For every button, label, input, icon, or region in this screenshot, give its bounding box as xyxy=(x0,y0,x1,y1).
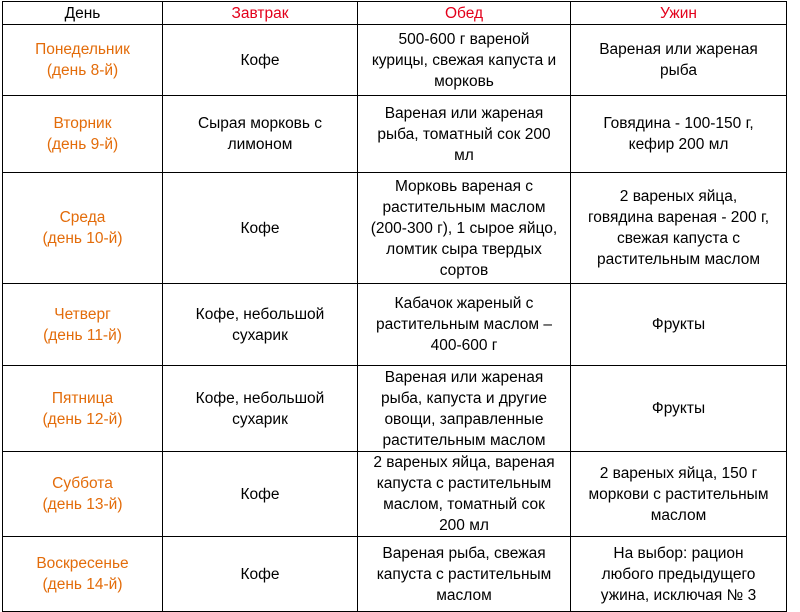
dinner-cell xyxy=(571,25,787,96)
day-text-line: Среда xyxy=(59,209,106,226)
breakfast-text-line: Кофе xyxy=(240,219,280,237)
lunch-text-line: 2 вареных яйца, вареная xyxy=(373,454,555,471)
dinner-text-line: Фрукты xyxy=(651,400,706,417)
lunch-text-line: 500-600 г вареной xyxy=(398,30,530,48)
breakfast-cell xyxy=(163,537,358,612)
day-text-line: (день 11-й) xyxy=(43,326,122,344)
lunch-text-line: 400-600 г xyxy=(430,337,498,354)
header-lunch: Обед xyxy=(358,2,571,25)
lunch-text-line: ломтик сыра твердых xyxy=(386,240,542,258)
lunch-text-line: капуста с растительным xyxy=(376,565,552,583)
lunch-text-line: морковь xyxy=(434,72,494,90)
day-cell xyxy=(3,25,163,96)
table-row xyxy=(3,96,787,173)
day-text-line: Воскресенье xyxy=(36,555,129,572)
lunch-text-line: растительным маслом – xyxy=(375,316,552,333)
dinner-cell xyxy=(571,96,787,173)
day-text-line: Пятница xyxy=(51,389,114,407)
breakfast-text-line: сухарик xyxy=(232,410,288,428)
dinner-text-line: На выбор: рацион xyxy=(613,544,744,562)
lunch-cell xyxy=(358,284,571,366)
dinner-text-line: растительным маслом xyxy=(596,251,761,268)
dinner-text-line: Вареная или жареная xyxy=(599,41,758,58)
dinner-text-line: маслом xyxy=(650,506,707,524)
day-text-line: Суббота xyxy=(52,475,113,492)
header-breakfast: Завтрак xyxy=(163,2,358,25)
breakfast-text-line: Кофе, небольшой xyxy=(195,305,325,323)
breakfast-cell xyxy=(163,25,358,96)
lunch-text-line: Вареная или жареная xyxy=(384,104,544,122)
menu-body xyxy=(3,25,787,612)
breakfast-cell xyxy=(163,452,358,537)
diet-menu-table xyxy=(2,1,787,612)
dinner-cell xyxy=(571,452,787,537)
table-row xyxy=(3,366,787,452)
lunch-text-line: Вареная рыба, свежая xyxy=(382,544,546,562)
day-cell xyxy=(3,96,163,173)
dinner-text-line: Говядина - 100-150 г, xyxy=(603,115,754,132)
header-row xyxy=(3,2,787,25)
lunch-text-line: сортов xyxy=(439,261,489,279)
day-cell xyxy=(3,366,163,452)
lunch-text-line: растительным маслом xyxy=(382,198,546,216)
day-cell xyxy=(3,173,163,284)
lunch-cell xyxy=(358,25,571,96)
day-text-line: (день 8-й) xyxy=(46,62,119,79)
lunch-cell xyxy=(358,366,571,452)
dinner-text-line: Фрукты xyxy=(651,316,706,333)
lunch-text-line: (200-300 г), 1 сырое яйцо, xyxy=(370,219,558,237)
lunch-text-line: рыба, капуста и другие xyxy=(381,389,547,407)
breakfast-cell xyxy=(163,96,358,173)
breakfast-text-line: Сырая морковь с xyxy=(197,115,323,132)
header-dinner: Ужин xyxy=(571,2,787,25)
dinner-text-line: 2 вареных яйца, 150 г xyxy=(599,464,758,482)
lunch-cell xyxy=(358,173,571,284)
breakfast-text-line: Кофе xyxy=(240,51,280,69)
day-text-line: (день 9-й) xyxy=(46,136,119,153)
lunch-text-line: мл xyxy=(454,146,474,164)
day-cell xyxy=(3,537,163,612)
day-text-line: Понедельник xyxy=(35,41,130,58)
lunch-cell xyxy=(358,537,571,612)
table-row xyxy=(3,25,787,96)
day-text-line: Четверг xyxy=(54,305,111,323)
breakfast-cell xyxy=(163,366,358,452)
day-text-line: (день 13-й) xyxy=(42,496,123,513)
day-text-line: Вторник xyxy=(53,115,112,132)
day-cell xyxy=(3,452,163,537)
breakfast-text-line: Кофе xyxy=(240,485,280,503)
dinner-cell xyxy=(571,284,787,366)
lunch-text-line: овощи, заправленные xyxy=(384,410,544,428)
dinner-text-line: говядина вареная - 200 г, xyxy=(587,209,770,226)
lunch-text-line: маслом xyxy=(436,586,492,604)
dinner-text-line: свежая капуста с xyxy=(616,230,740,247)
lunch-text-line: растительным маслом xyxy=(382,431,546,449)
dinner-text-line: 2 вареных яйца, xyxy=(619,188,738,205)
day-cell xyxy=(3,284,163,366)
dinner-cell xyxy=(571,366,787,452)
lunch-text-line: 200 мл xyxy=(439,517,489,534)
table-row xyxy=(3,284,787,366)
lunch-text-line: маслом, томатный сок xyxy=(383,496,545,513)
breakfast-text-line: сухарик xyxy=(232,326,288,344)
lunch-text-line: капуста с растительным xyxy=(376,475,552,492)
table-row xyxy=(3,452,787,537)
lunch-text-line: Морковь вареная с xyxy=(394,177,534,195)
table-row xyxy=(3,537,787,612)
lunch-text-line: курицы, свежая капуста и xyxy=(371,51,557,69)
lunch-text-line: Вареная или жареная xyxy=(384,368,544,386)
day-text-line: (день 14-й) xyxy=(42,576,123,593)
day-text-line: (день 10-й) xyxy=(42,230,123,247)
dinner-text-line: кефир 200 мл xyxy=(628,136,729,153)
lunch-cell xyxy=(358,96,571,173)
dinner-cell xyxy=(571,537,787,612)
lunch-text-line: Кабачок жареный с xyxy=(394,295,534,312)
breakfast-cell xyxy=(163,284,358,366)
breakfast-text-line: лимоном xyxy=(227,136,293,153)
dinner-text-line: ужина, исключая № 3 xyxy=(600,586,757,604)
dinner-text-line: любого предыдущего xyxy=(601,565,756,583)
breakfast-text-line: Кофе xyxy=(240,565,280,583)
header-day: День xyxy=(3,2,163,25)
day-text-line: (день 12-й) xyxy=(42,410,123,428)
dinner-text-line: моркови с растительным xyxy=(588,485,769,503)
dinner-text-line: рыба xyxy=(660,62,697,79)
lunch-cell xyxy=(358,452,571,537)
dinner-cell xyxy=(571,173,787,284)
table-row xyxy=(3,173,787,284)
breakfast-text-line: Кофе, небольшой xyxy=(195,389,325,407)
breakfast-cell xyxy=(163,173,358,284)
lunch-text-line: рыба, томатный сок 200 xyxy=(377,125,551,143)
